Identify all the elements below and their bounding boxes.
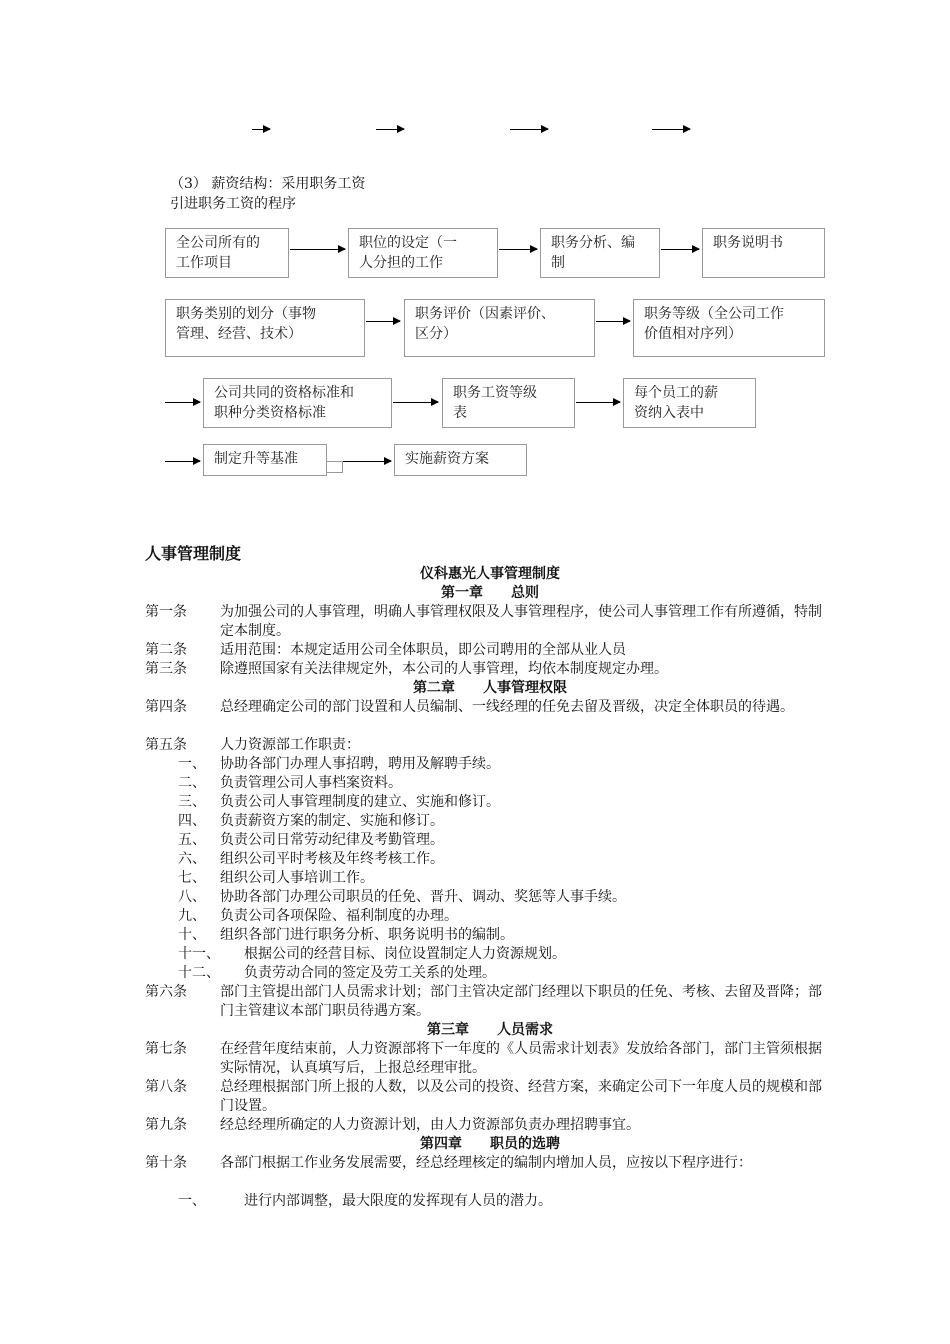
chapter-2: 第二章 人事管理权限 xyxy=(413,680,567,696)
article-2 xyxy=(145,641,835,660)
flow-box-salary-grade-table: 职务工资等级 表 xyxy=(442,378,575,428)
flow-arrow xyxy=(596,321,630,322)
article-text: 为加强公司的人事管理，明确人事管理权限及人事管理程序，使公司人事管理工作有所遵循，特制定本制度。 xyxy=(220,604,822,639)
list-item: 一、 协助各部门办理人事招聘，聘用及解聘手续。 xyxy=(178,756,500,772)
article-3 xyxy=(145,660,835,679)
flow-arrow xyxy=(393,402,438,403)
connector xyxy=(326,461,343,473)
flow-arrow xyxy=(376,129,404,130)
flow-arrow xyxy=(290,249,345,250)
list-item: 二、 负责管理公司人事档案资料。 xyxy=(178,775,402,791)
article-text: 部门主管提出部门人员需求计划；部门主管决定部门经理以下职员的任免、考核、去留及晋降；部门主管建议本部门职员待遇方案。 xyxy=(220,984,822,1019)
flow-arrow xyxy=(252,129,270,130)
flow-box-job-grade: 职务等级（全公司工作 价值相对序列） xyxy=(633,299,825,357)
flow-arrow xyxy=(165,461,200,462)
article-text: 适用范围：本规定适用公司全体职员，即公司聘用的全部从业人员 xyxy=(220,642,626,658)
list-item: 七、 组织公司人事培训工作。 xyxy=(178,870,374,886)
article-text: 除遵照国家有关法律规定外，本公司的人事管理，均依本制度规定办理。 xyxy=(220,661,668,677)
article-6 xyxy=(145,983,835,1021)
article-text: 各部门根据工作业务发展需要，经总经理核定的编制内增加人员，应按以下程序进行： xyxy=(220,1155,752,1171)
article-8 xyxy=(145,1078,835,1116)
flow-box-implement-salary: 实施薪资方案 xyxy=(394,444,527,476)
flow-arrow xyxy=(165,402,200,403)
flow-box-job-evaluation: 职务评价（因素评价、 区分） xyxy=(404,299,595,357)
list-item: 五、 负责公司日常劳动纪律及考勤管理。 xyxy=(178,832,444,848)
article-text: 总经理根据部门所上报的人数，以及公司的投资、经营方案，来确定公司下一年度人员的规模和部门设置。 xyxy=(220,1079,822,1114)
article-label: 第七条 xyxy=(145,1041,187,1057)
article-text: 人力资源部工作职责： xyxy=(220,737,360,753)
intro-line2: 引进职务工资的程序 xyxy=(170,196,296,212)
article-4 xyxy=(145,698,835,717)
article-5 xyxy=(145,736,835,755)
flow-arrow xyxy=(661,249,699,250)
article-1 xyxy=(145,603,835,641)
list-item: 四、 负责薪资方案的制定、实施和修订。 xyxy=(178,813,444,829)
flow-box-employee-salary: 每个员工的薪 资纳入表中 xyxy=(623,378,756,428)
list-item: 八、 协助各部门办理公司职员的任免、晋升、调动、奖惩等人事手续。 xyxy=(178,889,626,905)
list-item: 六、 组织公司平时考核及年终考核工作。 xyxy=(178,851,444,867)
flow-box-work-items: 全公司所有的 工作项目 xyxy=(165,228,289,278)
article-label: 第一条 xyxy=(145,604,187,620)
list-item: 三、 负责公司人事管理制度的建立、实施和修订。 xyxy=(178,794,500,810)
article-label: 第十条 xyxy=(145,1155,187,1171)
chapter-1: 第一章 总则 xyxy=(441,585,539,601)
flow-box-job-description: 职务说明书 xyxy=(702,228,825,278)
section-title: 人事管理制度 xyxy=(145,544,242,563)
article-label: 第二条 xyxy=(145,642,187,658)
flow-arrow xyxy=(499,249,537,250)
article-label: 第三条 xyxy=(145,661,187,677)
flow-box-job-category: 职务类别的划分（事物 管理、经营、技术） xyxy=(165,299,365,357)
flow-box-position-setting: 职位的设定（一 人分担的工作 xyxy=(348,228,498,278)
article-text: 总经理确定公司的部门设置和人员编制、一线经理的任免去留及晋级，决定全体职员的待遇。 xyxy=(220,699,794,715)
chapter-3: 第三章 人员需求 xyxy=(427,1022,553,1038)
article-label: 第八条 xyxy=(145,1079,187,1095)
list-item: 十一、 根据公司的经营目标、岗位设置制定人力资源规划。 xyxy=(178,946,566,962)
flow-arrow xyxy=(576,402,620,403)
list-item: 一、 进行内部调整，最大限度的发挥现有人员的潜力。 xyxy=(178,1193,552,1209)
flow-box-qualification-standard: 公司共同的资格标准和 职种分类资格标准 xyxy=(203,378,392,428)
flow-arrow xyxy=(510,129,548,130)
article-label: 第四条 xyxy=(145,699,187,715)
article-text: 经总经理所确定的人力资源计划，由人力资源部负责办理招聘事宜。 xyxy=(220,1117,640,1133)
article-label: 第九条 xyxy=(145,1117,187,1133)
article-9 xyxy=(145,1116,835,1135)
flow-box-job-analysis: 职务分析、编 制 xyxy=(540,228,660,278)
article-label: 第六条 xyxy=(145,984,187,1000)
doc-title: 仪科惠光人事管理制度 xyxy=(420,566,560,582)
flow-arrow xyxy=(366,321,400,322)
article-7 xyxy=(145,1040,835,1078)
article-text: 在经营年度结束前，人力资源部将下一年度的《人员需求计划表》发放给各部门，部门主管须根据实际情况，认真填写后，上报总经理审批。 xyxy=(220,1041,822,1076)
chapter-4: 第四章 职员的选聘 xyxy=(420,1136,560,1152)
list-item: 九、 负责公司各项保险、福利制度的办理。 xyxy=(178,908,458,924)
list-item: 十二、 负责劳动合同的签定及劳工关系的处理。 xyxy=(178,965,496,981)
flow-box-promotion-standard: 制定升等基准 xyxy=(203,444,327,476)
article-10 xyxy=(145,1154,835,1173)
intro-line1: （3） 薪资结构：采用职务工资 xyxy=(170,176,366,192)
article-label: 第五条 xyxy=(145,737,187,753)
flow-arrow xyxy=(652,129,690,130)
list-item: 十、 组织各部门进行职务分析、职务说明书的编制。 xyxy=(178,927,514,943)
flow-arrow xyxy=(343,461,391,462)
